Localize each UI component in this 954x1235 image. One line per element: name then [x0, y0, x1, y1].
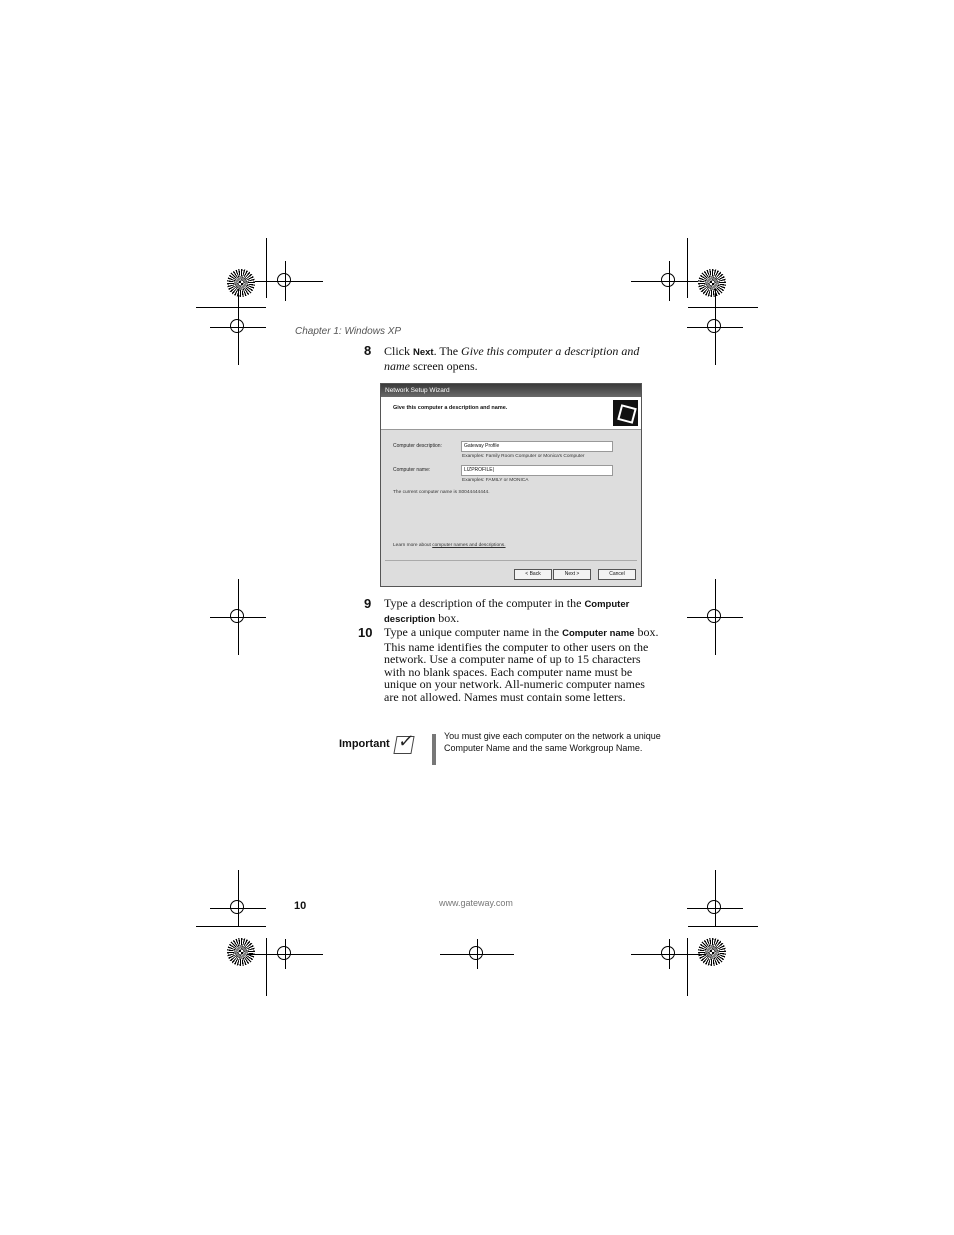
- color-bar-star-icon: [227, 938, 255, 966]
- computer-name-label: Computer name:: [393, 467, 431, 473]
- back-button[interactable]: < Back: [514, 569, 552, 580]
- current-computer-name: The current computer name is S0044444444.: [393, 490, 490, 495]
- step-9-text: Type a description of the computer in the Computer description box.: [384, 596, 630, 625]
- name-example: Examples: FAMILY or MONICA: [462, 478, 529, 483]
- color-bar-star-icon: [698, 269, 726, 297]
- next-button[interactable]: Next >: [553, 569, 591, 580]
- chapter-header: Chapter 1: Windows XP: [295, 326, 402, 337]
- computer-name-input[interactable]: LIZPROFILE|: [461, 465, 613, 476]
- computer-description-input[interactable]: Gateway Profile: [461, 441, 613, 452]
- color-bar-star-icon: [698, 938, 726, 966]
- footer-url: www.gateway.com: [439, 898, 513, 908]
- color-bar-star-icon: [227, 269, 255, 297]
- note-divider: [432, 734, 436, 765]
- computer-description-label: Computer description:: [393, 443, 442, 449]
- network-computers-icon: [613, 400, 638, 426]
- learn-more-link[interactable]: computer names and descriptions.: [432, 543, 506, 548]
- step-8-text: Click Next. The Give this computer a description and name screen opens.: [384, 344, 640, 373]
- cancel-button[interactable]: Cancel: [598, 569, 636, 580]
- description-example: Examples: Family Room Computer or Monica's Computer: [462, 454, 585, 459]
- learn-more-text: Learn more about computer names and descriptions.: [393, 543, 506, 548]
- important-note-text: You must give each computer on the network a unique Computer Name and the same Workgroup Name.: [444, 731, 661, 753]
- important-label: Important: [339, 738, 390, 750]
- step-number: 8: [364, 343, 372, 358]
- page-number: 10: [294, 900, 307, 912]
- network-setup-wizard-screenshot: [380, 383, 642, 587]
- step-number: 10: [358, 625, 373, 640]
- dialog-title: Network Setup Wizard: [381, 384, 641, 397]
- step-10-text: Type a unique computer name in the Computer name box. This name identifies the computer to other users on the network. Use a computer name of up to 15 characters with no blank spaces. Each computer name must be unique on your network. All-numeric computer names are not allowed. Names must contain some letters.: [384, 625, 659, 704]
- step-number: 9: [364, 596, 372, 611]
- checkmark-icon: [393, 736, 414, 754]
- dialog-heading: Give this computer a description and name.: [393, 405, 508, 411]
